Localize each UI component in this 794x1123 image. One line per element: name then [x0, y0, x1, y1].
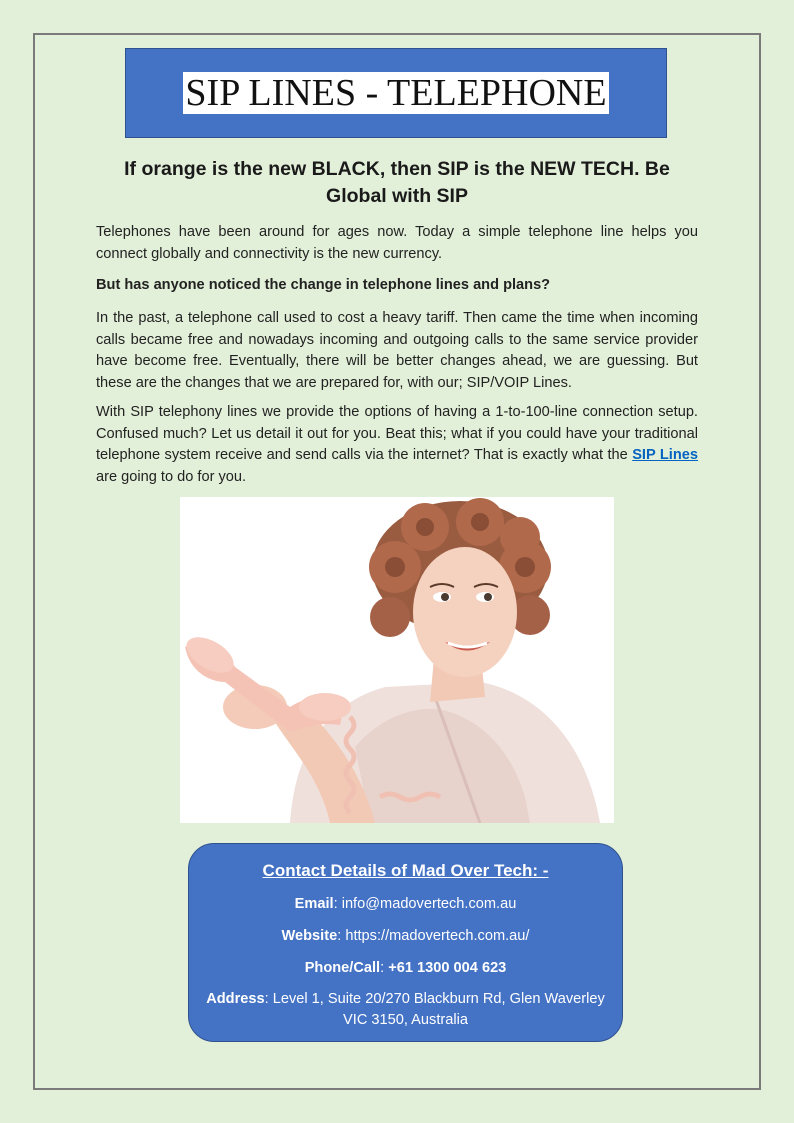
headline: If orange is the new BLACK, then SIP is the NEW TECH. Be Global with SIP — [124, 158, 670, 207]
website-label: Website — [281, 928, 338, 944]
contact-website: Website: https://madovertech.com.au/ — [281, 928, 530, 944]
contact-title: Contact Details of Mad Over Tech: - — [262, 861, 549, 880]
contact-box — [188, 843, 623, 1042]
page-title: SIP LINES - TELEPHONE — [185, 72, 607, 114]
history-paragraph: In the past, a telephone call used to cost a heavy tariff. Then came the time when incoming calls became free and nowadays incoming and outgoing calls to the same service provider have become free. Eventually, there will be better changes ahead, we are guessing. But these are the changes that we are prepared for, with our; SIP/VOIP Lines. — [96, 310, 698, 391]
question-paragraph: But has anyone noticed the change in telephone lines and plans? — [96, 277, 551, 293]
address-label: Address — [206, 991, 265, 1007]
phone-value: +61 1300 004 623 — [388, 960, 507, 976]
title-banner — [125, 48, 667, 138]
website-value: https://madovertech.com.au/ — [345, 928, 530, 944]
address-value: Level 1, Suite 20/270 Blackburn Rd, Glen Waverley VIC 3150, Australia — [272, 991, 605, 1028]
contact-address: Address: Level 1, Suite 20/270 Blackburn Rd, Glen Waverley VIC 3150, Australia — [206, 991, 605, 1028]
intro-paragraph: Telephones have been around for ages now. Today a simple telephone line helps you connect globally and connectivity is the new currency. — [96, 224, 698, 262]
contact-email: Email: info@madovertech.com.au — [294, 896, 517, 912]
sip-paragraph-text: With SIP telephony lines we provide the options of having a 1-to-100-line connection setup. Confused much? Let us detail it out for you. Beat this; what if you could have your traditional telephone system receive and send calls via the internet? That is exactly what the — [96, 404, 698, 463]
sip-lines-link[interactable]: SIP Lines — [632, 447, 698, 463]
email-label: Email — [294, 896, 334, 912]
photo-illustration — [180, 497, 614, 823]
sip-paragraph — [96, 402, 698, 488]
phone-label: Phone/Call — [304, 960, 381, 976]
woman-with-telephone-photo — [180, 497, 614, 823]
email-value: info@madovertech.com.au — [341, 896, 517, 912]
sip-paragraph-end: are going to do for you. — [96, 468, 247, 485]
contact-phone: Phone/Call: +61 1300 004 623 — [304, 960, 507, 976]
